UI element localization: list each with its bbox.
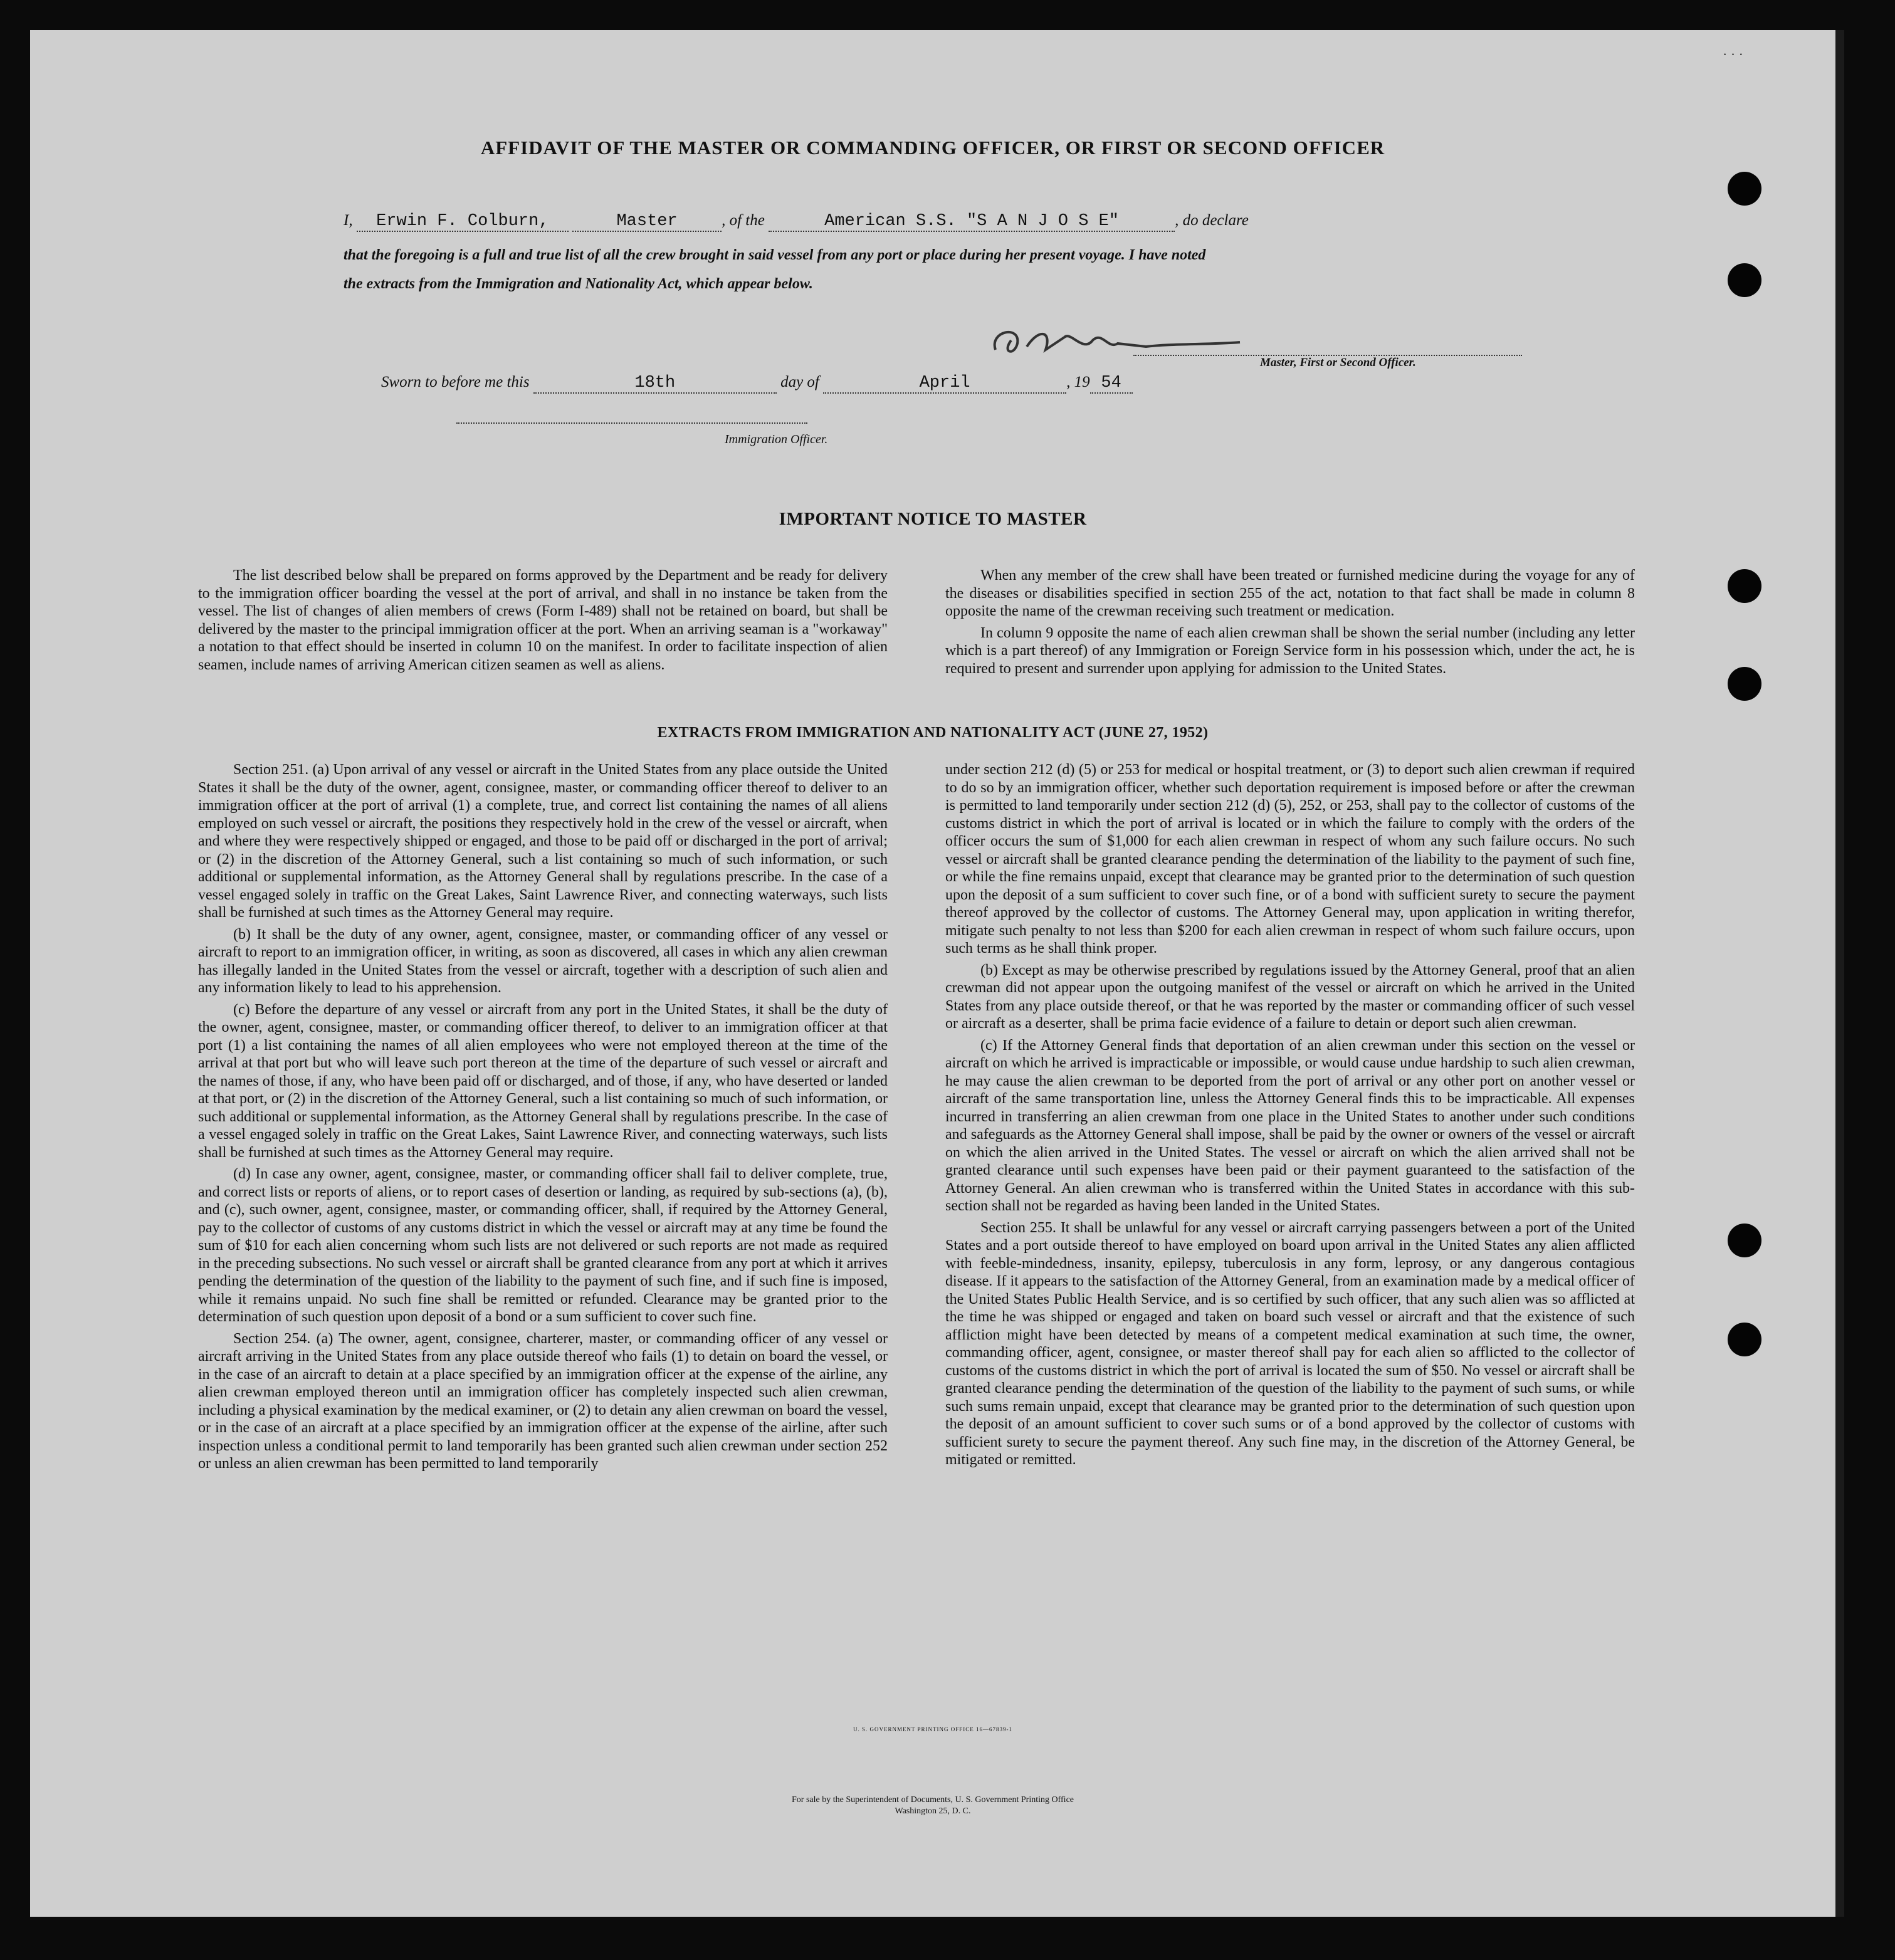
section-255: Section 255. It shall be unlawful for any vessel or aircraft carrying passengers between a port of the United States and a port outside thereof to have employed on board upon arrival in the United States any alien afflicted with feeble-mindedness, insanity, epilepsy, tuberculosis in any form, leprosy, or any dangerous contagious disease. If it appears to the satisfaction of the Attorney General, from an examination made by a medical officer of the United States Public Health Service, and is so certified by such officer, that any such alien was so afflicted at the time he was shipped or engaged and taken on board such vessel or aircraft and that the existence of such affliction might have been detected by means of a competent medical examination at such time, the owner, commanding officer, agent, consignee, or master thereof shall pay for each alien so afflicted to the collector of customs of the customs district in which the port of arrival is located the sum of $50. No vessel or aircraft shall be granted clearance pending the determination of the question of the liability to the payment of such sums, or while such sums remain unpaid, except that clearance may be granted prior to the determination of such question upon the deposit of an amount sufficient to cover such sums or of a bond approved by the collector of customs with sufficient surety to secure the payment thereof. Any such fine may, in the discretion of the Attorney General, be mitigated or remitted. <box>945 1219 1635 1468</box>
section-254b: (b) Except as may be otherwise prescribed by regulations issued by the Attorney General, proof that an alien crewman did not appear upon the outgoing manifest of the vessel or aircraft on which he arrived in the United States from any place outside thereof, or that he was reported by the master or commanding officer of such vessel or aircraft as a deserter, shall be prima facie evidence of a failure to detain or deport such alien crewman. <box>945 962 1635 1032</box>
sworn-year: 54 <box>1090 374 1133 394</box>
extracts-left-column <box>198 761 888 1473</box>
binder-hole <box>1728 1224 1761 1257</box>
section-251d: (d) In case any owner, agent, consignee, master, or commanding officer shall fail to deliver complete, true, and correct lists or reports of aliens, or to report cases of desertion or landing, as required by sub-sections (a), (b), and (c), such owner, agent, consignee, master, or commanding officer, shall, if required by the Attorney General, pay to the collector of customs of any customs district in which the vessel or aircraft may at any time be found the sum of $10 for each alien concerning whom such lists are not delivered or such reports are not made as required in the preceding subsections. No such vessel or aircraft shall be granted clearance from any port at which it arrives pending the determination of the question of the liability to the payment of such fine, and if such fine is imposed, while it remains unpaid. No such fine shall be remitted or refunded. Clearance may be granted prior to the determination of such question upon deposit of a bond or a sum sufficient to cover such fine. <box>198 1166 888 1325</box>
declaration-text: that the foregoing is a full and true list of all the crew brought in said vessel from any port or place during her present voyage. I have noted the extracts from the Immigration and Nationality Act, which appear below. <box>344 247 1206 292</box>
document-page <box>30 30 1835 1917</box>
notice-left-column: The list described below shall be prepared on forms approved by the Department and be ready for delivery to the immigration officer boarding the vessel at the port of arrival, and shall in no instance be taken from the vessel. The list of changes of alien members of crews (Form I-489) shall not be retained on board, but shall be delivered by the master to the principal immigration officer at the port. When an arriving seaman is a "workaway" a notation to that effect should be inserted in column 10 on the manifest. In order to facilitate inspection of alien seamen, include names of arriving American citizen seamen as well as aliens. <box>198 567 888 673</box>
corner-mark: · · · <box>1723 46 1743 62</box>
affidavit-title: AFFIDAVIT OF THE MASTER OR COMMANDING OFFICER, OR FIRST OR SECOND OFFICER <box>480 137 1385 159</box>
notice-right-column: When any member of the crew shall have been treated or furnished medicine during the voyage for any of the diseases or disabilities specified in section 255 of the act, notation to that fact shall be made in column 8 opposite the name of the crewman receiving such treatment or medication. In column 9 opposite the name of each alien crewman shall be shown the serial number (including any letter which is a part thereof) of any Immigration or Foreign Service form in his possession which, under the act, he is required to present and surrender upon applying for admission to the United States. <box>945 567 1635 677</box>
binder-hole <box>1728 172 1761 206</box>
binder-hole <box>1728 1323 1761 1356</box>
sworn-line: Sworn to before me this 18th day of April , 19 54 <box>381 374 1321 394</box>
notice-title: IMPORTANT NOTICE TO MASTER <box>779 509 1087 529</box>
section-251c: (c) Before the departure of any vessel or aircraft from any port in the United States, it shall be the duty of the owner, agent, consignee, master, or commanding officer thereof, to deliver to an immigration officer at that port (1) a list containing the names of all alien employees who were not employed thereon at the time of the arrival at that port but who will leave such port thereon at the time of the departure of such vessel or aircraft and the names of those, if any, who have been paid off or discharged, and of those, if any, who have deserted or landed at that port, or (2) in the discretion of the Attorney General, such a list containing so much of such information, or such additional or supplemental information, as the Attorney General shall by regulations prescribe. In the case of a vessel engaged solely in traffic on the Great Lakes, Saint Lawrence River, and connecting waterways, such lists shall be furnished at such times as the Attorney General may require. <box>198 1001 888 1161</box>
sworn-day: 18th <box>533 374 777 394</box>
binder-hole <box>1728 569 1761 603</box>
page-edge <box>1835 30 1844 1917</box>
declaration-fill-line: I, Erwin F. Colburn, Master , of the American S.S. "S A N J O S E" , do declare <box>344 212 1249 231</box>
signature-caption: Master, First or Second Officer. <box>1260 356 1416 369</box>
master-name: Erwin F. Colburn, <box>357 212 569 232</box>
gpo-print-line: U. S. GOVERNMENT PRINTING OFFICE 16—67839-1 <box>853 1726 1013 1732</box>
extracts-title: EXTRACTS FROM IMMIGRATION AND NATIONALITY ACT (JUNE 27, 1952) <box>657 725 1209 741</box>
binder-hole <box>1728 667 1761 701</box>
section-251a: Section 251. (a) Upon arrival of any vessel or aircraft in the United States from any place outside the United States it shall be the duty of the owner, agent, consignee, master, or commanding officer thereof to deliver to an immigration officer at the port of arrival (1) a complete, true, and correct list containing the names of all aliens employed on such vessel or aircraft, the positions they respectively hold in the crew of the vessel or aircraft, when and where they were respectively shipped or engaged, and those to be paid off or discharged in the port of arrival; or (2) in the discretion of the Attorney General, such a list containing so much of such information, or such additional or supplemental information, as the Attorney General shall by regulations prescribe. In the case of a vessel engaged solely in traffic on the Great Lakes, Saint Lawrence River, and connecting waterways, such lists shall be furnished at such times as the Attorney General may require. <box>198 762 888 921</box>
extracts-right-column <box>945 761 1635 1469</box>
section-254a-continued: under section 212 (d) (5) or 253 for medical or hospital treatment, or (3) to deport such alien crewman if required to do so by an immigration officer, whether such deportation requirement is imposed before or after the crewman is permitted to land temporarily under section 212 (d) (5), 252, or 253, shall pay to the collector of customs of the customs district in which the port of arrival is located or in which the failure to comply with the orders of the officer occurs the sum of $1,000 for each alien crewman in respect of whom any such failure occurs. No such vessel or aircraft shall be granted clearance pending the determination of the liability to the payment of such fine, or while the fine remains unpaid, except that clearance may be granted prior to the determination of such question upon the deposit of a sum sufficient to cover such fine, or of a bond with sufficient surety to secure the payment thereof approved by the collector of customs. The Attorney General may, upon application in writing therefor, mitigate such penalty to not less than $200 for each alien crewman in respect of whom such failure occurs, upon such terms as he shall think proper. <box>945 762 1635 956</box>
footer: For sale by the Superintendent of Documents, U. S. Government Printing Office Washington 25, D. C. <box>792 1795 1074 1816</box>
master-rank: Master <box>572 212 722 232</box>
section-254c: (c) If the Attorney General finds that deportation of an alien crewman under this section on the vessel or aircraft on which he arrived is impracticable or impossible, or would cause undue hardship to such alien crewman, he may cause the alien crewman to be deported from the port of arrival or any other port on another vessel or aircraft of the same transportation line, unless the Attorney General finds this to be impracticable. All expenses incurred in transferring an alien crewman from one place in the United States to another under such conditions and safeguards as the Attorney General shall impose, shall be paid by the owner or owners of the vessel or aircraft on which the alien arrived in the United States. The vessel or aircraft on which the alien arrived shall not be granted clearance until such expenses have been paid or their payment guaranteed to the satisfaction of the Attorney General. An alien crewman who is transferred within the United States in accordance with this sub-section shall not be regarded as having been landed in the United States. <box>945 1037 1635 1214</box>
binder-hole <box>1728 263 1761 297</box>
section-251b: (b) It shall be the duty of any owner, agent, consignee, master, or commanding officer of any vessel or aircraft to report to an immigration officer, in writing, as soon as discovered, all cases in which any alien crewman has illegally landed in the United States from the vessel or aircraft, together with a description of such alien and any information likely to lead to his apprehension. <box>198 926 888 996</box>
sworn-month: April <box>823 374 1066 394</box>
immigration-officer-caption: Immigration Officer. <box>725 432 828 446</box>
immigration-officer-signature-line <box>456 422 807 424</box>
section-254a: Section 254. (a) The owner, agent, consignee, charterer, master, or commanding officer of any vessel or aircraft arriving in the United States from any place outside thereof who fails (1) to detain on board the vessel, or in the case of an aircraft to detain at a place specified by an immigration officer at the expense of the airline, any alien crewman employed thereon until an immigration officer has completely inspected such alien crewman, including a physical examination by the medical examiner, or (2) to detain any alien crewman on board the vessel, or in the case of an aircraft at a place specified by an immigration officer at the expense of the airline, after such inspection unless a conditional permit to land temporarily has been granted such alien crewman under section 252 or unless an alien crewman has been permitted to land temporarily <box>198 1330 888 1472</box>
vessel-name: American S.S. "S A N J O S E" <box>769 212 1175 232</box>
